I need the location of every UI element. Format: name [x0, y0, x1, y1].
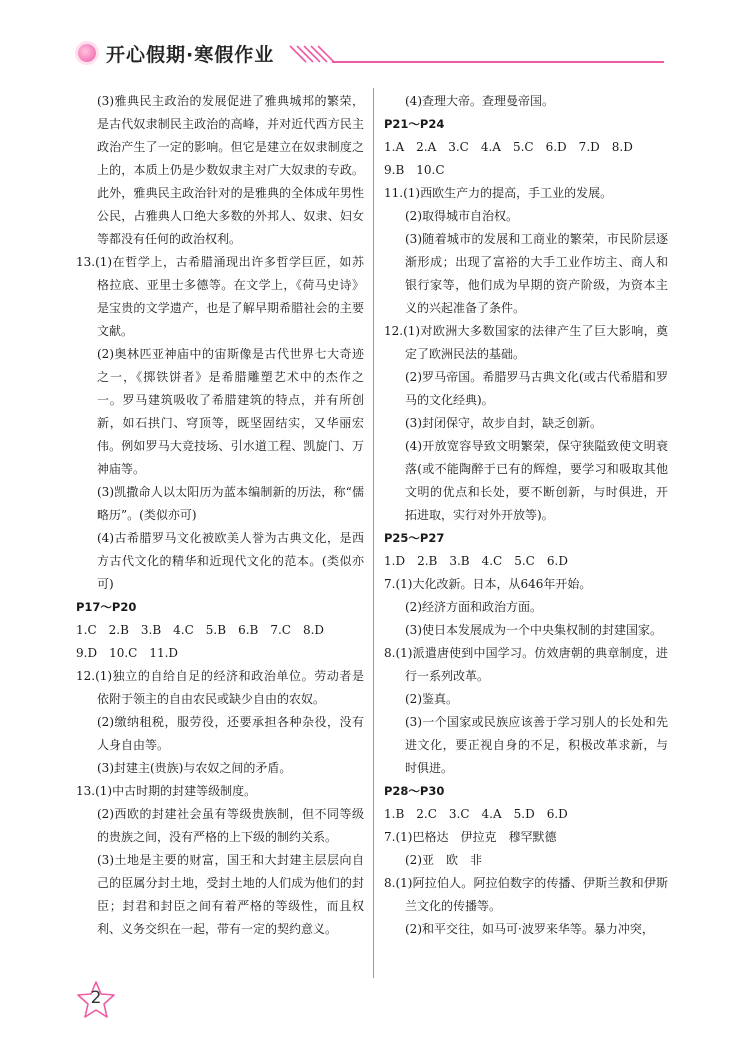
page-number-badge — [76, 980, 116, 1020]
header-rule — [332, 61, 664, 63]
column-divider — [373, 88, 374, 978]
answer-paragraph: (2)鉴真。 — [405, 692, 458, 706]
answer-paragraph: 12.(1)对欧洲大多数国家的法律产生了巨大影响，奠定了欧洲民法的基础。 — [384, 324, 668, 361]
answer-paragraph: 8.(1)阿拉伯人。阿拉伯数字的传播、伊斯兰教和伊斯兰文化的传播等。 — [384, 876, 668, 913]
answer-paragraph: 13.(1)在哲学上，古希腊涌现出许多哲学巨匠，如苏格拉底、亚里士多德等。在文学上，《荷马史诗》是宝贵的文学遗产，也是了解早期希腊社会的主要文献。 — [76, 255, 364, 338]
answer-paragraph: 11.(1)西欧生产力的提高，手工业的发展。 — [384, 186, 613, 200]
answer-paragraph: (2)经济方面和政治方面。 — [405, 600, 542, 614]
answer-paragraph: (2)奥林匹亚神庙中的宙斯像是古代世界七大奇迹之一，《掷铁饼者》是希腊雕塑艺术中的杰作之一。罗马建筑吸收了希腊建筑的特点，并有所创新，如石拱门、穹顶等，既坚固结实，又华丽宏伟。例如罗马大竞技场、引水道工程、凯旋门、万神庙等。 — [97, 347, 364, 476]
left-column — [76, 90, 364, 941]
header-title: 开心假期·寒假作业 — [106, 44, 275, 66]
right-column — [384, 90, 668, 941]
section-heading: P28～P30 — [384, 784, 445, 798]
answer-paragraph: (3)凯撒命人以太阳历为蓝本编制新的历法，称“儒略历”。(类似亦可) — [97, 485, 364, 522]
answer-paragraph: (3)土地是主要的财富，国王和大封建主层层向自己的臣属分封土地，受封土地的人们成为他们的封臣；封君和封臣之间有着严格的等级性，而且权利、义务交织在一起，带有一定的契约意义。 — [97, 853, 364, 936]
slash-decoration-icon — [288, 42, 334, 64]
answer-paragraph: 1.A 2.A 3.C 4.A 5.C 6.D 7.D 8.D — [384, 140, 633, 154]
answer-paragraph: 9.B 10.C — [384, 163, 445, 177]
answer-paragraph: (2)亚 欧 非 — [405, 853, 482, 867]
section-heading: P17～P20 — [76, 600, 137, 614]
section-heading: P25～P27 — [384, 531, 445, 545]
answer-paragraph: (2)西欧的封建社会虽有等级贵族制，但不同等级的贵族之间，没有严格的上下级的制约关系。 — [97, 807, 364, 844]
answer-paragraph: (4)古希腊罗马文化被欧美人誉为古典文化，是西方古代文化的精华和近现代文化的范本。(类似亦可) — [97, 531, 364, 591]
answer-paragraph: (2)缴纳租税，服劳役，还要承担各种杂役，没有人身自由等。 — [97, 715, 364, 752]
answer-paragraph: 1.B 2.C 3.C 4.A 5.D 6.D — [384, 807, 568, 821]
answer-paragraph: (3)封建主(贵族)与农奴之间的矛盾。 — [97, 761, 292, 775]
answer-paragraph: 7.(1)大化改新。日本，从646年开始。 — [384, 577, 592, 591]
pink-circle-icon — [78, 44, 96, 62]
answer-paragraph: 7.(1)巴格达 伊拉克 穆罕默德 — [384, 830, 557, 844]
answer-paragraph: (3)雅典民主政治的发展促进了雅典城邦的繁荣，是古代奴隶制民主政治的高峰，并对近代西方民主政治产生了一定的影响。但它是建立在奴隶制度之上的，本质上仍是少数奴隶主对广大奴隶的专政。此外，雅典民主政治针对的是雅典的全体成年男性公民，占雅典人口绝大多数的外邦人、奴隶、妇女等都没有任何的政治权利。 — [97, 94, 364, 246]
answer-paragraph: (3)随着城市的发展和工商业的繁荣，市民阶层逐渐形成；出现了富裕的大手工业作坊主、商人和银行家等，他们成为早期的资产阶级，为资本主义的兴起准备了条件。 — [405, 232, 668, 315]
answer-paragraph: (4)查理大帝。查理曼帝国。 — [405, 94, 554, 108]
answer-paragraph: (2)和平交往，如马可·波罗来华等。暴力冲突， — [405, 922, 654, 936]
answer-paragraph: (2)罗马帝国。希腊罗马古典文化(或古代希腊和罗马的文化经典)。 — [405, 370, 668, 407]
answer-paragraph: 1.C 2.B 3.B 4.C 5.B 6.B 7.C 8.D — [76, 623, 325, 637]
page-header — [74, 38, 674, 78]
answer-paragraph: (4)开放宽容导致文明繁荣，保守狭隘致使文明衰落(或不能陶醉于已有的辉煌，要学习和吸取其他文明的优点和长处，要不断创新，与时俱进，开拓进取，实行对外开放等)。 — [405, 439, 668, 522]
answer-paragraph: 13.(1)中古时期的封建等级制度。 — [76, 784, 257, 798]
answer-paragraph: 12.(1)独立的自给自足的经济和政治单位。劳动者是依附于领主的自由农民或缺少自由的农奴。 — [76, 669, 364, 706]
answer-paragraph: (3)一个国家或民族应该善于学习别人的长处和先进文化，要正视自身的不足，积极改革求新，与时俱进。 — [405, 715, 668, 775]
answer-paragraph: 1.D 2.B 3.B 4.C 5.C 6.D — [384, 554, 568, 568]
answer-paragraph: 8.(1)派遣唐使到中国学习。仿效唐朝的典章制度，进行一系列改革。 — [384, 646, 668, 683]
answer-paragraph: (3)封闭保守，故步自封，缺乏创新。 — [405, 416, 602, 430]
answer-paragraph: 9.D 10.C 11.D — [76, 646, 179, 660]
section-heading: P21～P24 — [384, 117, 445, 131]
answer-paragraph: (3)使日本发展成为一个中央集权制的封建国家。 — [405, 623, 662, 637]
page-number: 2 — [90, 988, 102, 1008]
answer-paragraph: (2)取得城市自治权。 — [405, 209, 518, 223]
